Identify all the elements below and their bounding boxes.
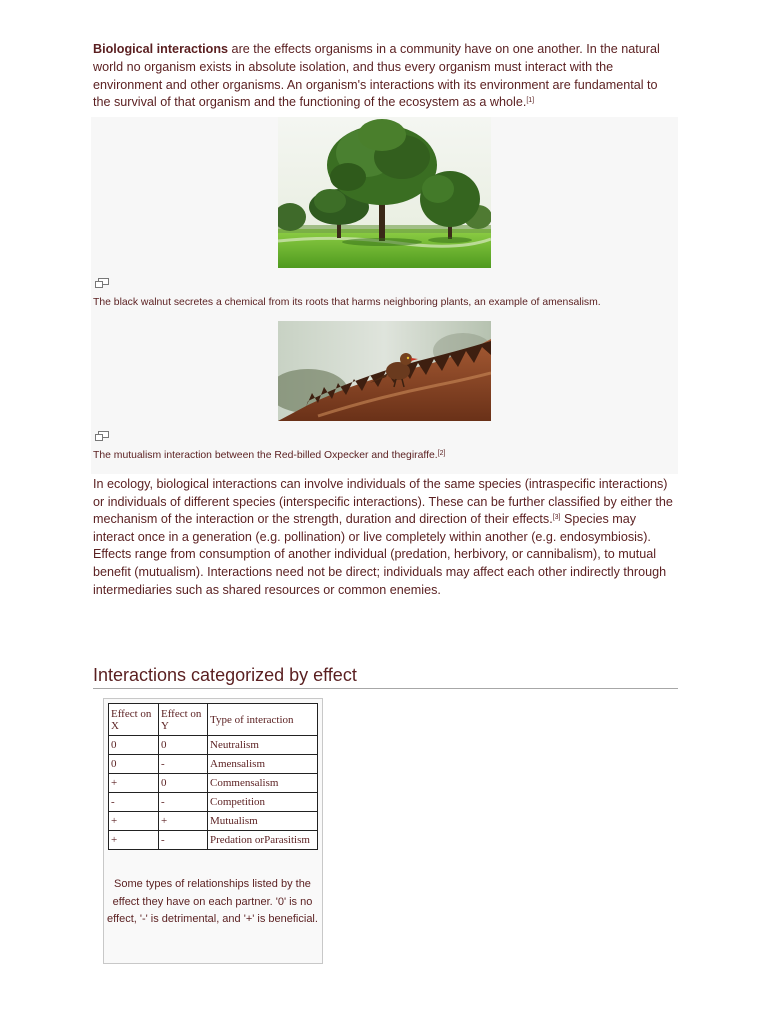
effect-x-cell: 0 [109, 736, 159, 755]
enlarge-icon[interactable] [95, 278, 109, 288]
effect-x-cell: + [109, 774, 159, 793]
caption-text: The mutualism interaction between the Red-billed Oxpecker and thegiraffe. [93, 450, 438, 461]
body-paragraph [93, 476, 678, 599]
effect-x-cell: - [109, 793, 159, 812]
enlarge-icon[interactable] [95, 431, 109, 441]
reference-link[interactable]: [3] [552, 514, 561, 522]
effect-y-cell: - [159, 793, 208, 812]
header-effect-y: Effect on Y [159, 704, 208, 736]
table-caption: Some types of relationships listed by the effect they have on each partner. '0' is no effect, '-' is detrimental, and '+' is beneficial. [107, 878, 318, 925]
interaction-effects-table [108, 703, 318, 850]
black-walnut-photo[interactable] [278, 117, 491, 268]
effect-y-cell: + [159, 812, 208, 831]
intro-paragraph [93, 41, 678, 112]
header-effect-x: Effect on X [109, 704, 159, 736]
effect-x-cell: + [109, 831, 159, 850]
interaction-type-cell[interactable]: Competition [208, 793, 318, 812]
reference-link[interactable]: [1] [526, 97, 535, 105]
oxpecker-photo[interactable] [278, 321, 491, 421]
effect-y-cell: 0 [159, 736, 208, 755]
interaction-type-cell[interactable]: Neutralism [208, 736, 318, 755]
body-text-part2: Species may interact once in a generation (e.g. pollination) or live completely within another (e.g. endosymbiosis). Effects range from consumption of another individual (predation, herbivory, or cannibalism), to mutual benefit (mutualism). Interactions need not be direct; individuals may affect each other indirectly through intermediaries such as shared resources or common enemies. [93, 512, 667, 597]
body-text-part1: In ecology, biological interactions can involve individuals of the same species (intraspecific interactions) or individuals of different species (interspecific interactions). These can be further classified by either the mechanism of the interaction or the strength, duration and direction of their effects. [93, 477, 673, 527]
reference-link[interactable]: [2] [437, 450, 446, 457]
table-row [109, 774, 318, 793]
effect-y-cell: - [159, 831, 208, 850]
interaction-type-cell[interactable]: Amensalism [208, 755, 318, 774]
table-row [109, 736, 318, 755]
figure-caption-oxpecker [93, 449, 445, 462]
intro-text: are the effects organisms in a community have on one another. In the natural world no organism exists in absolute isolation, and thus every organism must interact with the environment and other organisms. An organism's interactions with its environment are fundamental to the survival of that organism and the functioning of the ecosystem as a whole. [93, 42, 660, 110]
effect-y-cell: 0 [159, 774, 208, 793]
intro-bold-term: Biological interactions [93, 42, 229, 56]
interaction-type-cell[interactable]: Mutualism [208, 812, 318, 831]
effect-y-cell: - [159, 755, 208, 774]
section-heading: Interactions categorized by effect [93, 665, 357, 685]
heading-divider [93, 688, 678, 689]
table-row [109, 812, 318, 831]
effect-x-cell: + [109, 812, 159, 831]
table-row [109, 755, 318, 774]
header-interaction-type: Type of interaction [208, 704, 318, 736]
table-row [109, 793, 318, 812]
interaction-type-cell[interactable]: Commensalism [208, 774, 318, 793]
table-row [109, 831, 318, 850]
figure-caption-black-walnut: The black walnut secretes a chemical from its roots that harms neighboring plants, an example of amensalism. [93, 297, 601, 308]
effect-x-cell: 0 [109, 755, 159, 774]
table-header-row [109, 704, 318, 736]
interaction-type-cell[interactable]: Predation orParasitism [208, 831, 318, 850]
